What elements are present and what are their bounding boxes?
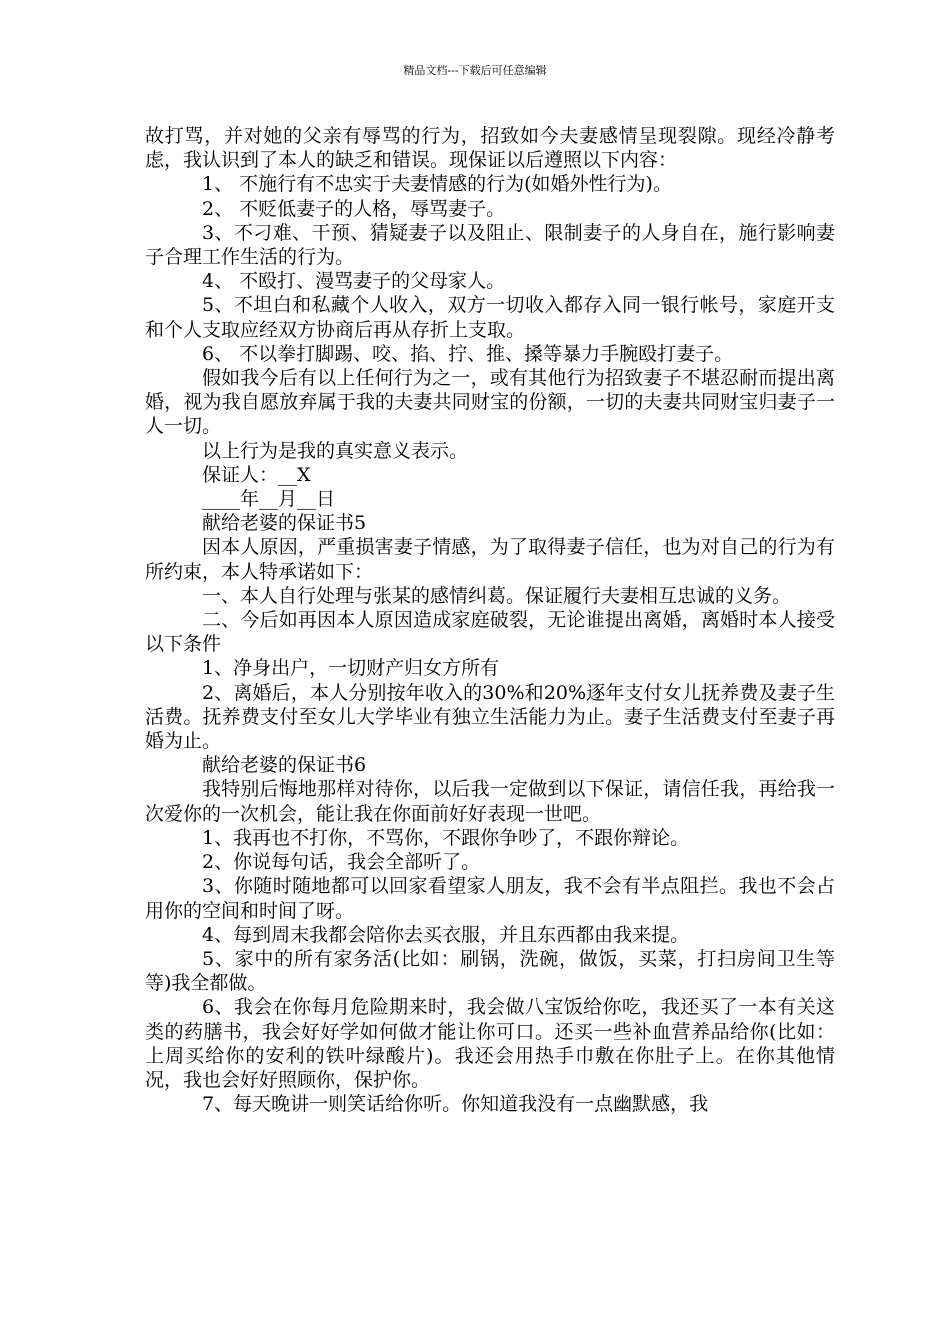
paragraph-s6-item-2: 2、你说每句话，我会全部听了。 [202,851,481,874]
page-header: 精品文档---下载后可任意编辑 [403,64,547,77]
paragraph-intro-continuation: 故打骂，并对她的父亲有辱骂的行为，招致如今夫妻感情呈现裂隙。现经冷静考虑，我认识到了本人的缺乏和错误。现保证以后遵照以下内容： [145,125,835,172]
paragraph-s6-item-3: 3、你随时随地都可以回家看望家人朋友，我不会有半点阻拦。我也不会占用你的空间和时间了呀。 [145,875,835,922]
paragraph-item-1: 1、 不施行有不忠实于夫妻情感的行为(如婚外性行为)。 [202,173,672,196]
paragraph-s6-item-7: 7、每天晚讲一则笑话给你听。你知道我没有一点幽默感，我 [202,1093,709,1116]
guarantor-line: 保证人：__X [202,463,311,486]
paragraph-item-6: 6、 不以拳打脚踢、咬、掐、拧、推、搡等暴力手腕殴打妻子。 [202,342,734,365]
paragraph-declaration: 以上行为是我的真实意义表示。 [202,439,469,462]
paragraph-s5-item-2: 二、今后如再因本人原因造成家庭破裂，无论谁提出离婚，离婚时本人接受以下条件 [145,609,835,656]
paragraph-item-5: 5、不坦白和私藏个人收入，双方一切收入都存入同一银行帐号，家庭开支和个人支取应经双方协商后再从存折上支取。 [145,294,835,341]
section-title-6: 献给老婆的保证书6 [202,754,367,777]
paragraph-item-3: 3、不刁难、干预、猜疑妻子以及阻止、限制妻子的人身自在，施行影响妻子合理工作生活的行为。 [145,221,835,269]
paragraph-item-4: 4、 不殴打、漫骂妻子的父母家人。 [202,270,506,293]
document-body [145,124,835,1116]
paragraph-s6-item-4: 4、每到周末我都会陪你去买衣服，并且东西都由我来提。 [202,923,690,946]
section-title-5: 献给老婆的保证书5 [202,512,367,535]
paragraph-s6-item-6: 6、我会在你每月危险期来时，我会做八宝饭给你吃，我还买了一本有关这类的药膳书，我会好好学如何做才能让你可口。还买一些补血营养品给你(比如：上周买给你的安利的铁叶绿酸片)。我还会用热手巾敷在你肚子上。在你其他情况，我也会好好照顾你，保护你。 [145,996,835,1091]
paragraph-s6-item-5: 5、家中的所有家务活(比如：刷锅，洗碗，做饭，买菜，打扫房间卫生等等)我全都做。 [145,947,835,995]
date-line: ____年__月__日 [202,488,336,511]
paragraph-s5-sub-2: 2、离婚后，本人分别按年收入的30%和20%逐年支付女儿抚养费及妻子生活费。抚养费支付至女儿大学毕业有独立生活能力为止。妻子生活费支付至妻子再婚为止。 [145,681,835,753]
paragraph-item-2: 2、 不贬低妻子的人格，辱骂妻子。 [202,197,506,220]
paragraph-s5-sub-1: 1、净身出户，一切财产归女方所有 [202,657,500,680]
paragraph-s5-intro: 因本人原因，严重损害妻子情感，为了取得妻子信任，也为对自己的行为有所约束，本人特承诺如下： [145,536,835,583]
paragraph-s6-intro: 我特别后悔地那样对待你，以后我一定做到以下保证，请信任我，再给我一次爱你的一次机会，能让我在你面前好好表现一世吧。 [145,778,835,825]
paragraph-s6-item-1: 1、我再也不打你，不骂你，不跟你争吵了，不跟你辩论。 [202,826,690,849]
paragraph-consequence: 假如我今后有以上任何行为之一，或有其他行为招致妻子不堪忍耐而提出离婚，视为我自愿放弃属于我的夫妻共同财宝的份额，一切的夫妻共同财宝归妻子一人一切。 [145,367,835,438]
paragraph-s5-item-1: 一、本人自行处理与张某的感情纠葛。保证履行夫妻相互忠诚的义务。 [202,584,792,607]
